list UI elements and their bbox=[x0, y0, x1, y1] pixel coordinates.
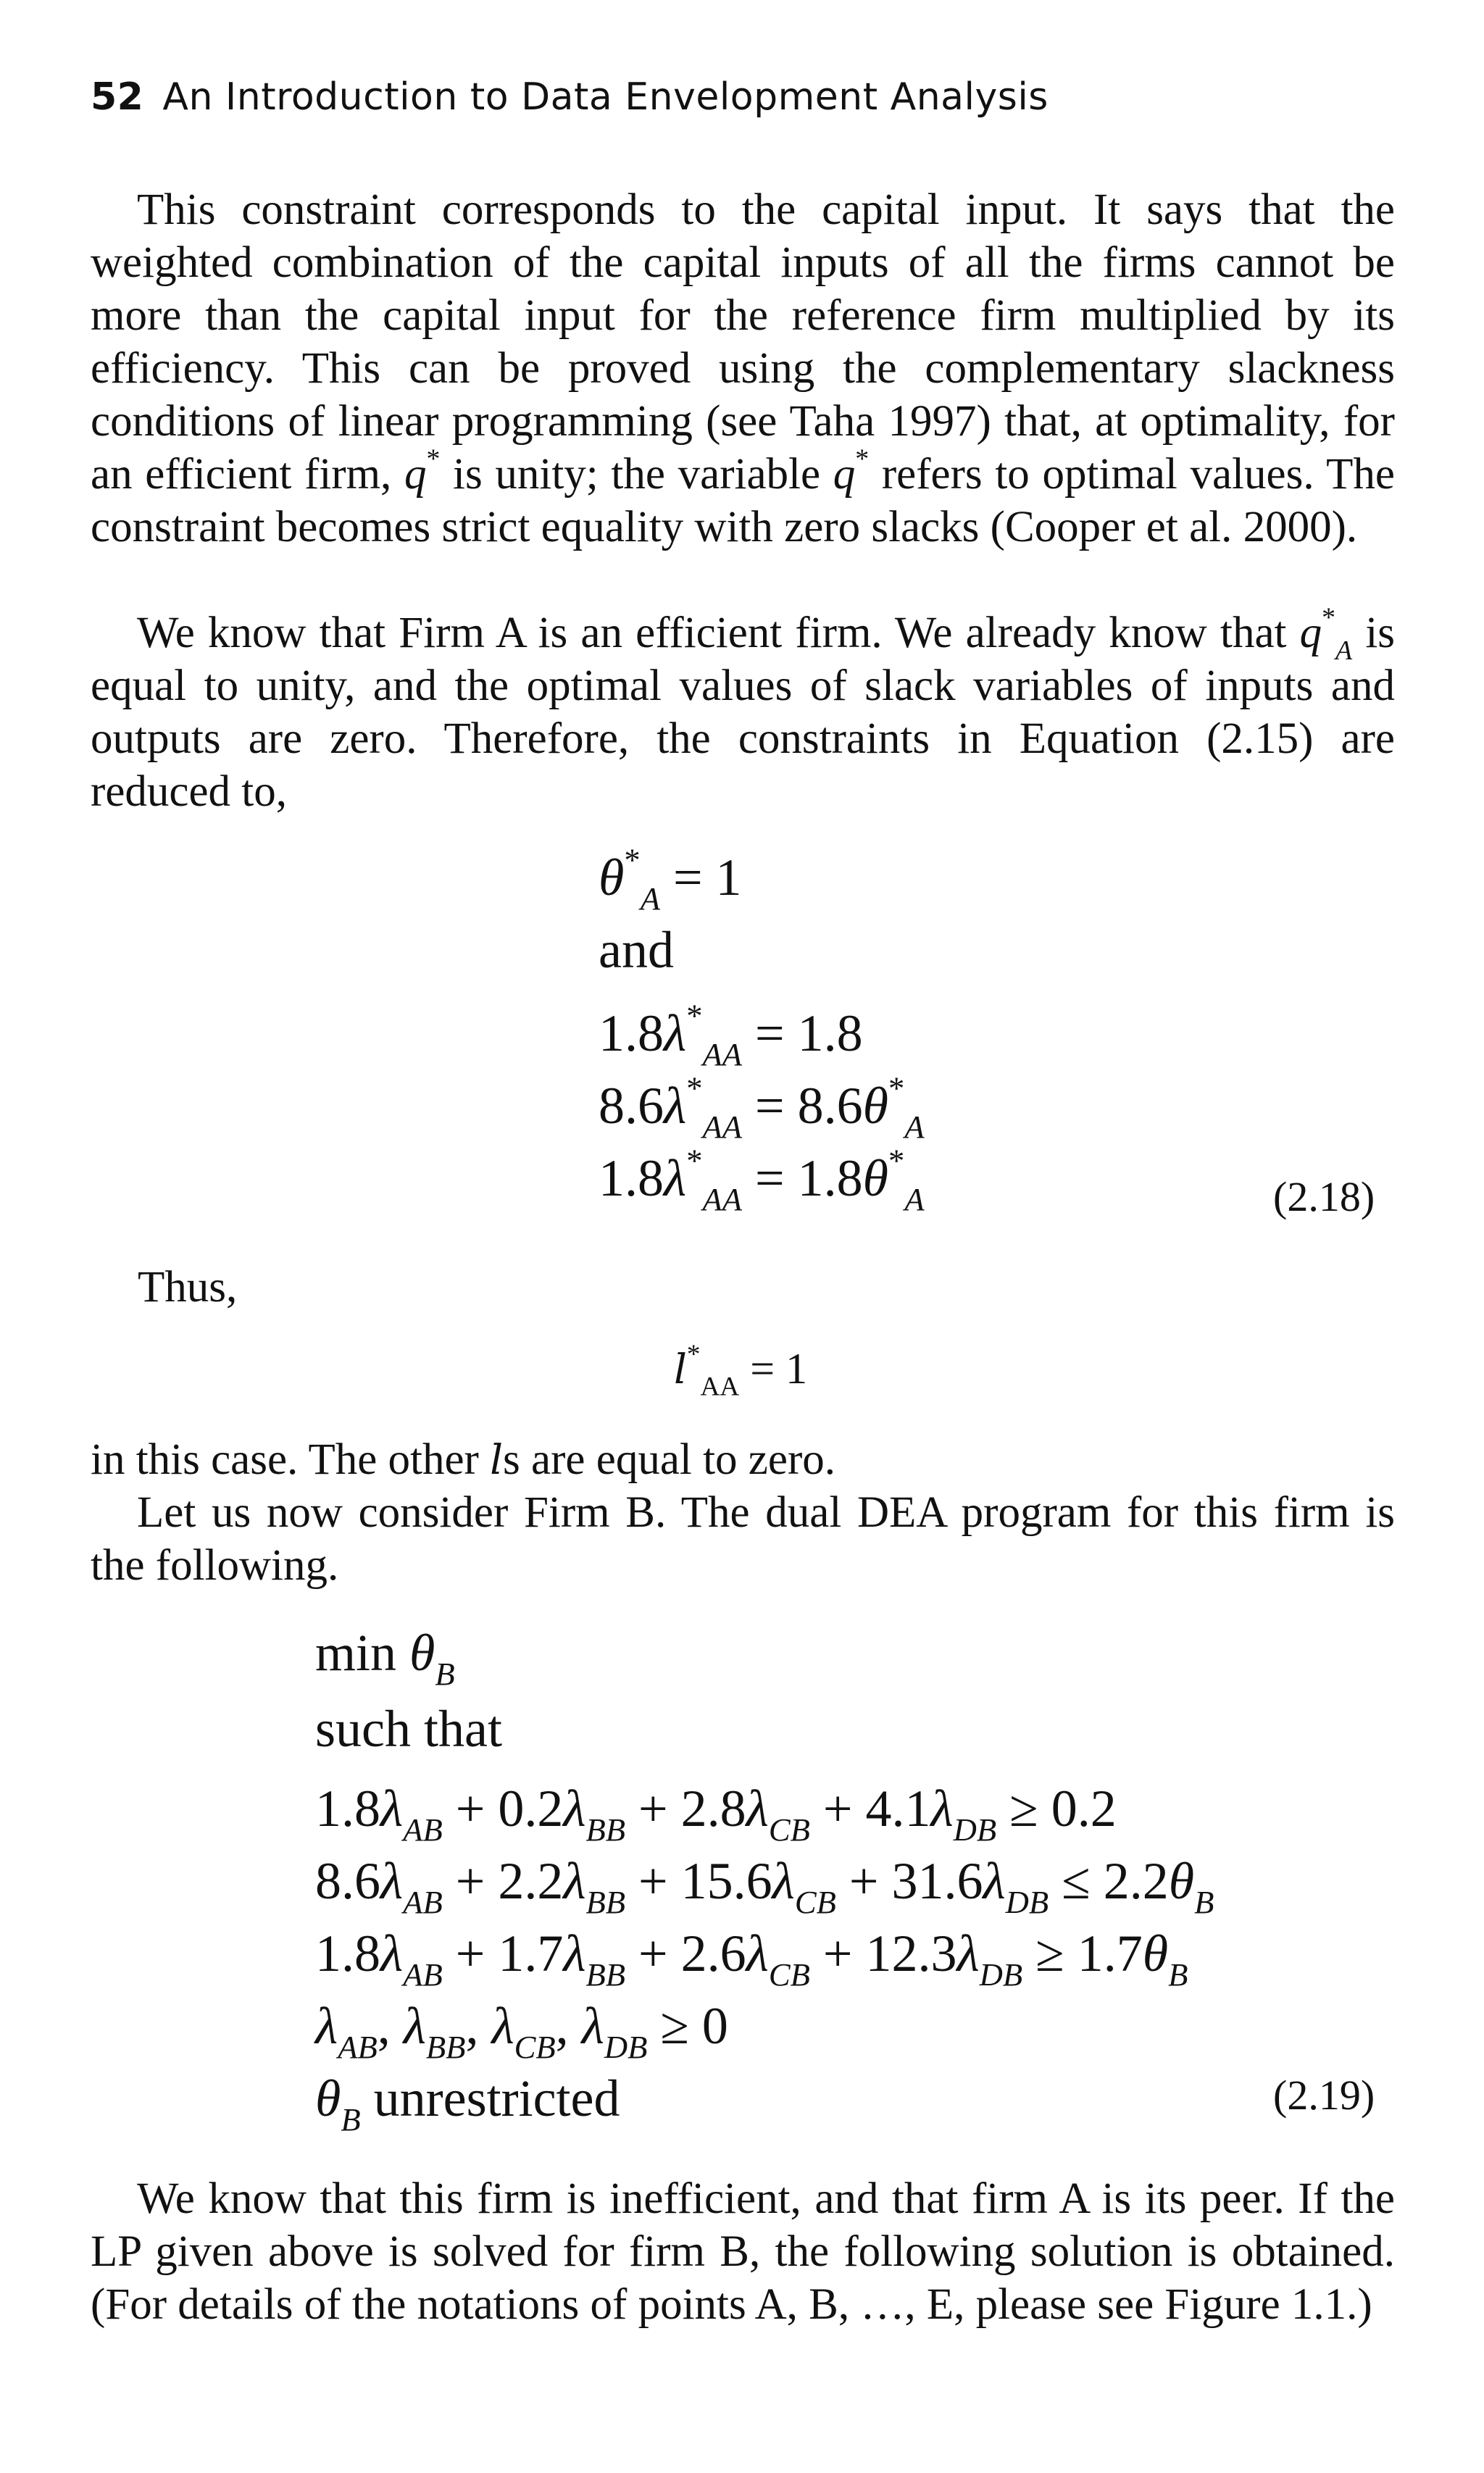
page-number: 52 bbox=[91, 75, 144, 119]
eq-2-18-line-1: $\theta^*_A = 1$ bbox=[599, 841, 742, 917]
eq-2-19-line-5: $1.8\lambda_{AB} + 1.7\lambda_{BB} + 2.6\lambda_{CB} + 12.3\lambda_{DB} \ge 1.7\theta_B$ bbox=[315, 1924, 1188, 1993]
running-head bbox=[91, 75, 1049, 119]
eq-2-18-line-3: $1.8\lambda^*_{AA} = 1.8$ bbox=[599, 997, 863, 1073]
running-title: An Introduction to Data Envelopment Analysis bbox=[162, 75, 1049, 119]
equation-number-2-19: (2.19) bbox=[1273, 2072, 1375, 2119]
paragraph-1: This constraint corresponds to the capital input. It says that the weighted combination of the capital inputs of all the firms cannot be more than the capital input for the reference firm multiplied by its efficiency. This can be proved using the complementary slackness conditions of linear programming (see Taha 1997) that, at optimality, for an efficient firm, q* is unity; the variable q* refers to optimal values. The constraint becomes strict equality with zero slacks (Cooper et al. 2000). bbox=[91, 185, 1395, 551]
eq-2-18-line-4: $8.6\lambda^*_{AA} = 8.6\theta^*_A$ bbox=[599, 1069, 925, 1146]
eq-2-19-line-3: $1.8\lambda_{AB} + 0.2\lambda_{BB} + 2.8\lambda_{CB} + 4.1\lambda_{DB} \ge 0.2$ bbox=[315, 1780, 1117, 1848]
thus-label: Thus, bbox=[138, 1263, 238, 1311]
eq-2-19-line-6: $\lambda_{AB}$, $\lambda_{BB}$, $\lambda_{CB}$, $\lambda_{DB} \ge 0$ bbox=[315, 1997, 728, 2066]
paragraph-4-text: Let us now consider Firm B. The dual DEA program for this firm is the following. bbox=[91, 1488, 1395, 1590]
paragraph-3: in this case. The other ls are equal to zero. bbox=[91, 1435, 836, 1484]
equation-2-18 bbox=[599, 841, 1251, 1254]
paragraph-5-text: We know that this firm is inefficient, and that firm A is its peer. If the LP given above is solved for firm B, the following solution is obtained. (For details of the notations of points A, B, …, E, please see Figure 1.1.) bbox=[91, 2174, 1395, 2329]
paragraph-5 bbox=[91, 2172, 1395, 2331]
eq-2-18-line-5: $1.8\lambda^*_{AA} = 1.8\theta^*_A$ bbox=[599, 1142, 925, 1218]
eq-2-19-line-4: $8.6\lambda_{AB} + 2.2\lambda_{BB} + 15.6\lambda_{CB} + 31.6\lambda_{DB} \le 2.2\theta_B$ bbox=[315, 1852, 1214, 1921]
equation-2-19 bbox=[315, 1623, 1257, 2145]
paragraph-4 bbox=[91, 1486, 1395, 1592]
eq-2-19-line-2: such that bbox=[315, 1700, 502, 1758]
lambda-result: $l^*_{AA} = 1$ bbox=[674, 1340, 808, 1402]
eq-2-18-line-2: and bbox=[599, 921, 674, 979]
eq-2-19-line-1: $\min \theta_B$ bbox=[315, 1624, 455, 1693]
eq-2-19-line-7: $\theta_B$ unrestricted bbox=[315, 2069, 620, 2138]
equation-number-2-18: (2.18) bbox=[1273, 1173, 1375, 1220]
paragraph-2: We know that Firm A is an efficient firm. We already know that $q^*_A$ is equal to unity, and the optimal values of slack variables of inputs and outputs are zero. Therefore, the constraints in Equation (2.15) are reduced to, bbox=[91, 602, 1396, 816]
